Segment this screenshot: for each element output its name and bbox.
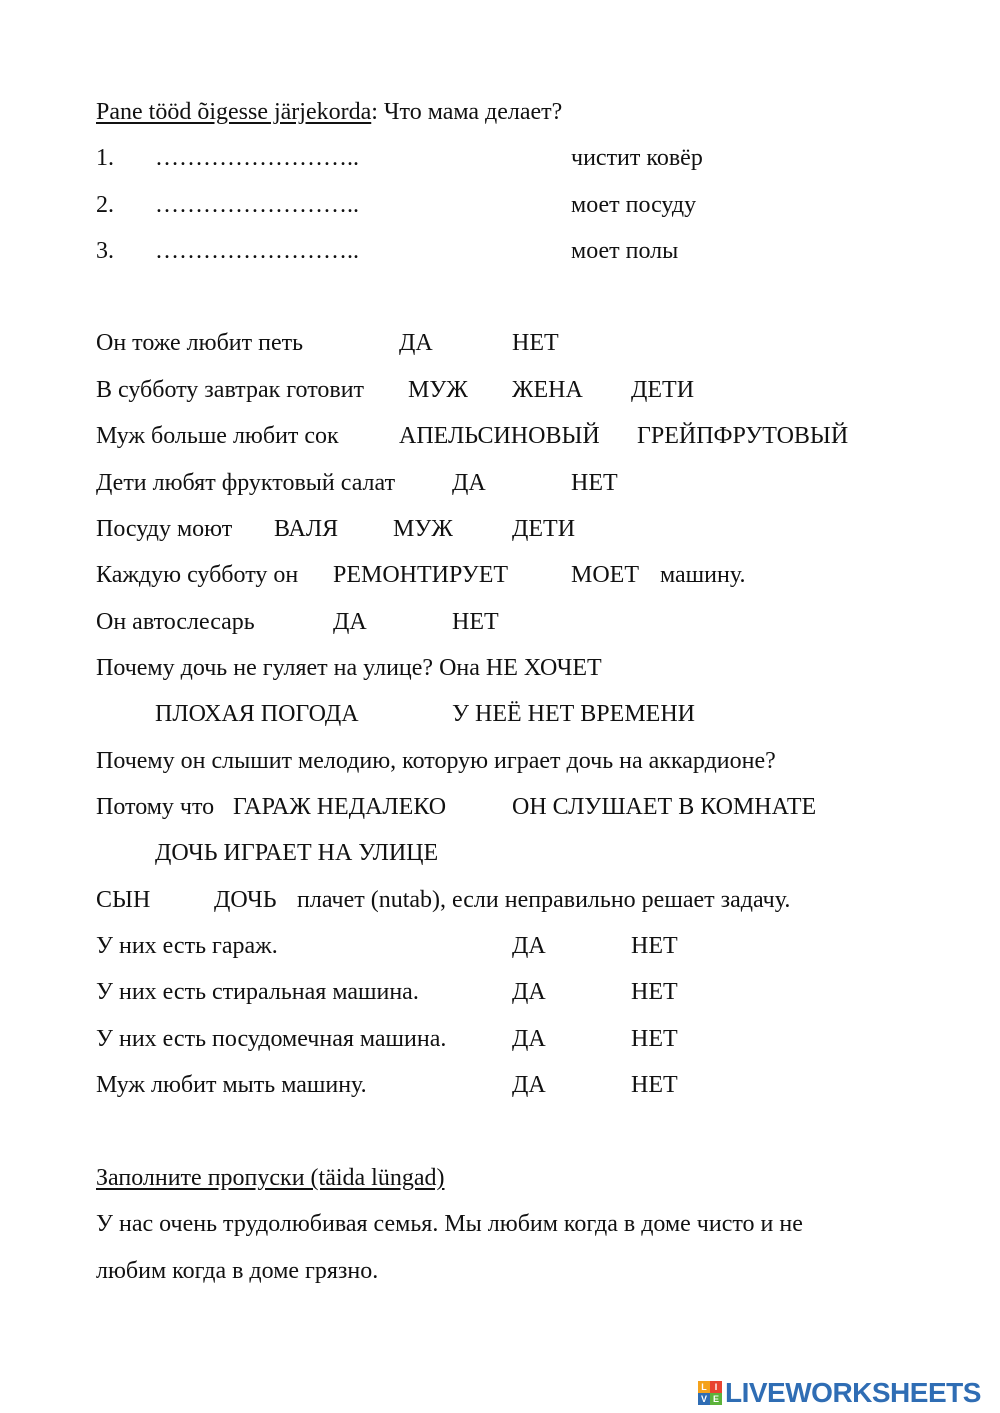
q5-option-2[interactable]: МУЖ — [393, 516, 453, 542]
q11-text: У них есть гараж. — [96, 933, 278, 959]
liveworksheets-icon — [698, 1381, 722, 1405]
logo-text: LIVEWORKSHEETS — [725, 1377, 981, 1408]
q11-option-yes[interactable]: ДА — [512, 933, 546, 959]
q8-option-2[interactable]: У НЕЁ НЕТ ВРЕМЕНИ — [452, 701, 695, 727]
q11-option-no[interactable]: НЕТ — [631, 933, 678, 959]
q14-option-no[interactable]: НЕТ — [631, 1072, 678, 1098]
q4-text: Дети любят фруктовый салат — [96, 470, 396, 496]
q10-option-2[interactable]: ДОЧЬ — [214, 887, 277, 913]
q3-option-2[interactable]: ГРЕЙПФРУТОВЫЙ — [637, 423, 849, 449]
q1-option-yes[interactable]: ДА — [399, 330, 433, 356]
q6-option-2[interactable]: МОЕТ — [571, 562, 639, 588]
q10-text: плачет (nutab), если неправильно решает задачу. — [297, 887, 791, 913]
order-blank-1[interactable]: …………………….. — [155, 145, 359, 171]
q7-text: Он автослесарь — [96, 609, 255, 635]
order-num-2: 2. — [96, 192, 114, 218]
q12-text: У них есть стиральная машина. — [96, 979, 419, 1005]
q9-option-3[interactable]: ДОЧЬ ИГРАЕТ НА УЛИЦЕ — [155, 840, 439, 866]
q3-option-1[interactable]: АПЕЛЬСИНОВЫЙ — [399, 423, 600, 449]
q8-text: Почему дочь не гуляет на улице? Она НЕ ХОЧЕТ — [96, 655, 602, 681]
title-underlined: Pane tööd õigesse järjekorda — [96, 99, 372, 125]
liveworksheets-logo — [698, 1378, 981, 1408]
q14-text: Муж любит мыть машину. — [96, 1072, 367, 1098]
order-task-3: моет полы — [571, 238, 679, 264]
q2-option-2[interactable]: ЖЕНА — [512, 377, 583, 403]
q1-option-no[interactable]: НЕТ — [512, 330, 559, 356]
q4-option-yes[interactable]: ДА — [452, 470, 486, 496]
q13-option-no[interactable]: НЕТ — [631, 1026, 678, 1052]
fill-text-line-1: У нас очень трудолюбивая семья. Мы любим когда в доме чисто и не — [96, 1211, 803, 1237]
q2-option-3[interactable]: ДЕТИ — [631, 377, 695, 403]
q14-option-yes[interactable]: ДА — [512, 1072, 546, 1098]
q7-option-no[interactable]: НЕТ — [452, 609, 499, 635]
q12-option-no[interactable]: НЕТ — [631, 979, 678, 1005]
q12-option-yes[interactable]: ДА — [512, 979, 546, 1005]
q2-option-1[interactable]: МУЖ — [408, 377, 468, 403]
title-rest: : Что мама делает? — [371, 99, 563, 125]
order-num-1: 1. — [96, 145, 114, 171]
q8-option-1[interactable]: ПЛОХАЯ ПОГОДА — [155, 701, 359, 727]
logo-letter-v: V — [698, 1393, 710, 1405]
q9-option-2[interactable]: ОН СЛУШАЕТ В КОМНАТЕ — [512, 794, 817, 820]
q6-text: Каждую субботу он — [96, 562, 299, 588]
q10-option-1[interactable]: СЫН — [96, 887, 151, 913]
q9-lead: Потому что — [96, 794, 215, 820]
page-title — [96, 98, 562, 126]
order-task-2: моет посуду — [571, 192, 697, 218]
q6-option-1[interactable]: РЕМОНТИРУЕТ — [333, 562, 509, 588]
order-blank-2[interactable]: …………………….. — [155, 192, 359, 218]
q5-text: Посуду моют — [96, 516, 233, 542]
q9-text: Почему он слышит мелодию, которую играет дочь на аккардионе? — [96, 748, 776, 774]
q5-option-1[interactable]: ВАЛЯ — [274, 516, 339, 542]
fill-text-line-2: любим когда в доме грязно. — [96, 1258, 379, 1284]
q2-text: В субботу завтрак готовит — [96, 377, 365, 403]
q13-text: У них есть посудомечная машина. — [96, 1026, 447, 1052]
q3-text: Муж больше любит сок — [96, 423, 339, 449]
q4-option-no[interactable]: НЕТ — [571, 470, 618, 496]
logo-letter-e: E — [710, 1393, 722, 1405]
fill-section-title: Заполните пропуски (täida lüngad) — [96, 1165, 445, 1191]
order-num-3: 3. — [96, 238, 114, 264]
q9-option-1[interactable]: ГАРАЖ НЕДАЛЕКО — [233, 794, 447, 820]
q7-option-yes[interactable]: ДА — [333, 609, 367, 635]
order-task-1: чистит ковёр — [571, 145, 703, 171]
logo-letter-l: L — [698, 1381, 710, 1393]
q5-option-3[interactable]: ДЕТИ — [512, 516, 576, 542]
logo-letter-i: I — [710, 1381, 722, 1393]
order-blank-3[interactable]: …………………….. — [155, 238, 359, 264]
q6-tail: машину. — [660, 562, 746, 588]
q13-option-yes[interactable]: ДА — [512, 1026, 546, 1052]
q1-text: Он тоже любит петь — [96, 330, 304, 356]
